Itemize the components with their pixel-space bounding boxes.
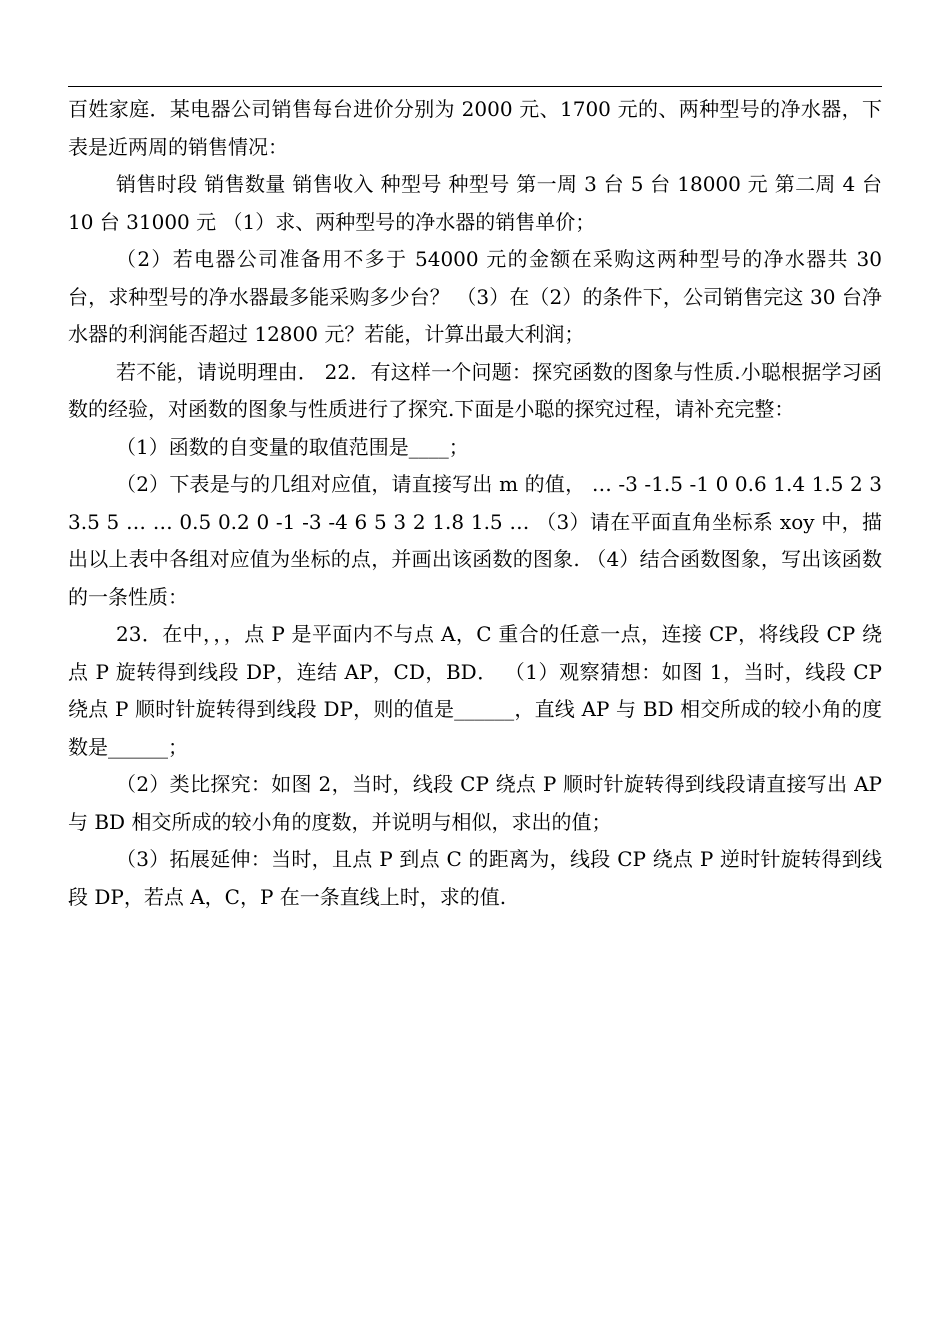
paragraph-question-23-part-3: （3）拓展延伸：当时，且点 P 到点 C 的距离为，线段 CP 绕点 P 逆时针旋转得到线段 DP，若点 A，C，P 在一条直线上时，求的值.: [68, 847, 882, 909]
paragraph-question-22-part-1: （1）函数的自变量的取值范围是____；: [116, 434, 469, 459]
paragraph-question-22-part-2-4: （2）下表是与的几组对应值，请直接写出 m 的值， … -3 -1.5 -1 0 0.6 1.4 1.5 2 3 3.5 5 … … 0.5 0.2 0 -1 -3 -4 6 5 3 2 1.8 1.5 … （3）请在平面直角坐标系 xoy 中，描出以上表中各组对应值为坐标的点，并画出该函数的图象. （4）结合函数图象，写出该函数的一条性质：: [68, 472, 882, 609]
paragraph-water-purifier-intro: 百姓家庭．某电器公司销售每台进价分别为 2000 元、1700 元的、两种型号的净水器，下表是近两周的销售情况：: [68, 97, 882, 159]
paragraph-purchase-question: （2）若电器公司准备用不多于 54000 元的金额在采购这两种型号的净水器共 30 台，求种型号的净水器最多能采购多少台？ （3）在（2）的条件下，公司销售完这 30 台净水器的利润能否超过 12800 元？若能，计算出最大利润；: [68, 247, 882, 346]
paragraph-question-22-intro: 若不能，请说明理由． 22．有这样一个问题：探究函数的图象与性质.小聪根据学习函数的经验，对函数的图象与性质进行了探究.下面是小聪的探究过程，请补充完整：: [68, 359, 882, 421]
paragraph-question-23-part-1: 23．在中，，，点 P 是平面内不与点 A，C 重合的任意一点，连接 CP，将线段 CP 绕点 P 旋转得到线段 DP，连结 AP，CD，BD． （1）观察猜想：如图 1，当时，线段 CP 绕点 P 顺时针旋转得到线段 DP，则的值是______，直线 AP 与 BD 相交所成的较小角的度数是______；: [68, 622, 882, 759]
paragraph-sales-table: 销售时段 销售数量 销售收入 种型号 种型号 第一周 3 台 5 台 18000 元 第二周 4 台 10 台 31000 元 （1）求、两种型号的净水器的销售单价；: [68, 172, 882, 234]
paragraph-question-23-part-2: （2）类比探究：如图 2，当时，线段 CP 绕点 P 顺时针旋转得到线段请直接写出 AP 与 BD 相交所成的较小角的度数，并说明与相似，求出的值；: [68, 772, 882, 834]
header-rule: [68, 86, 882, 87]
document-body: [68, 91, 882, 916]
